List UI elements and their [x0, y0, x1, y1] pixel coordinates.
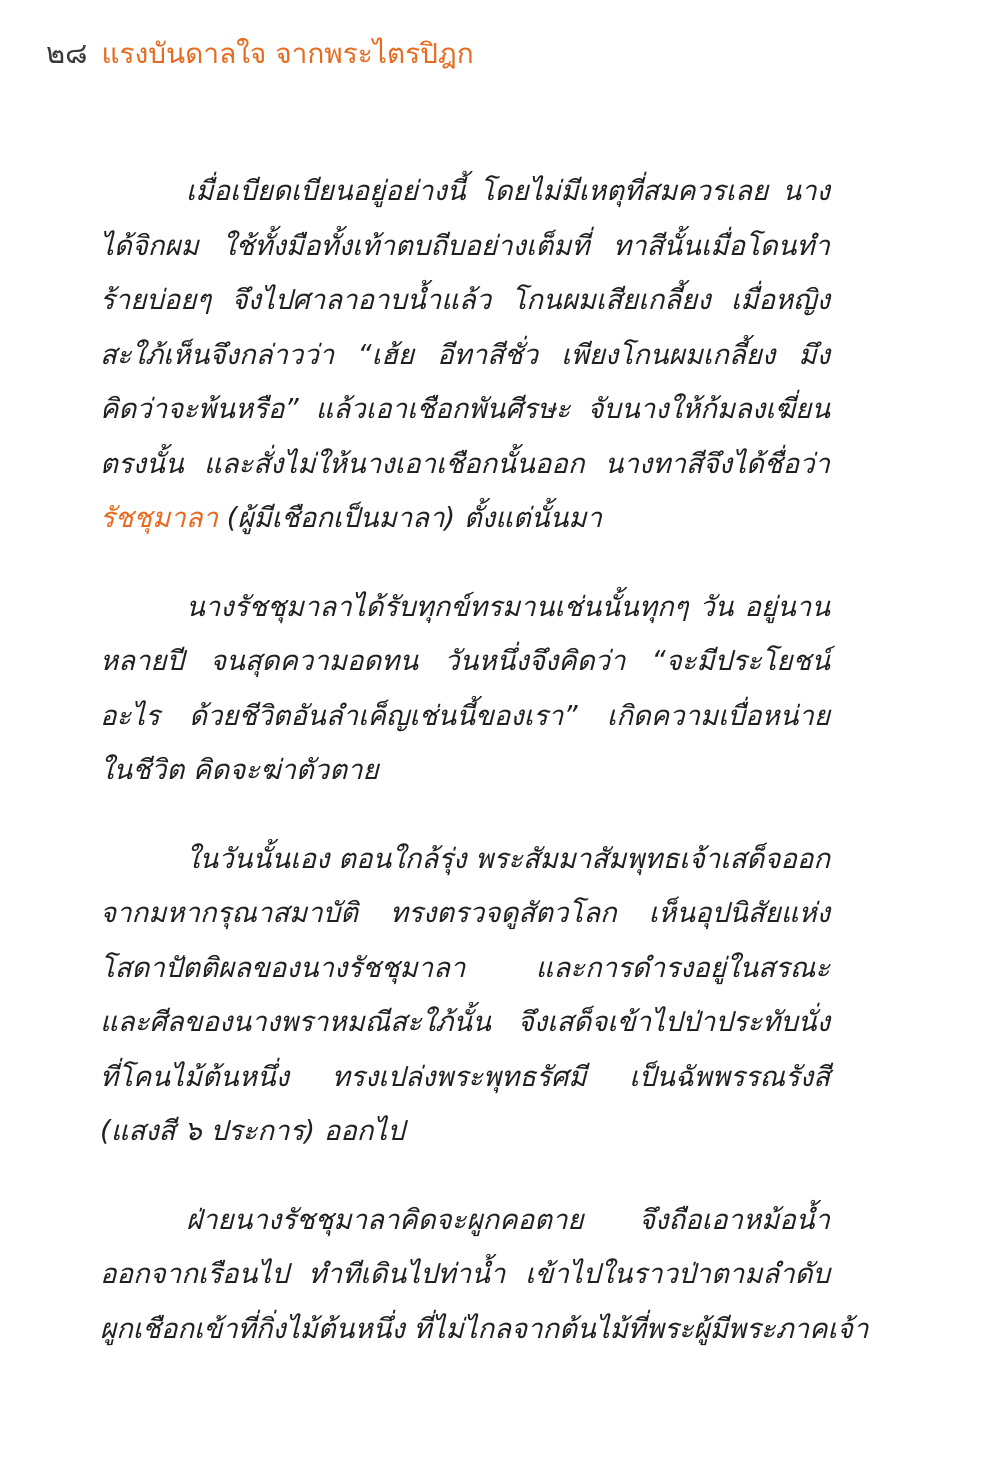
text-line: ตรงนั้น และสั่งไม่ให้นางเอาเชือกนั้นออก นางทาสีจึงได้ชื่อว่า: [100, 447, 830, 480]
text-line: และศีลของนางพราหมณีสะใภ้นั้น จึงเสด็จเข้าไปป่าประทับนั่ง: [100, 1006, 830, 1038]
text-line: เมื่อเบียดเบียนอยู่อย่างนี้ โดยไม่มีเหตุที่สมควรเลย นาง: [186, 175, 830, 207]
text-line: ผูกเชือกเข้าที่กิ่งไม้ต้นหนึ่ง ที่ไม่ไกลจากต้นไม้ที่พระผู้มีพระภาคเจ้า: [100, 1312, 869, 1345]
highlighted-name: รัชชุมาลา: [100, 502, 218, 534]
text-line: ได้จิกผม ใช้ทั้งมือทั้งเท้าตบถีบอย่างเต็มที่ ทาสีนั้นเมื่อโดนทำ: [100, 229, 830, 262]
body-text: [100, 164, 869, 1390]
text-line: ฝ่ายนางรัชชุมาลาคิดจะผูกคอตาย จึงถือเอาหม้อน้ำ: [186, 1203, 830, 1236]
page-header: [46, 30, 474, 76]
text-line: สะใภ้เห็นจึงกล่าวว่า “เฮ้ย อีทาสีชั่ว เพียงโกนผมเกลี้ยง มึง: [100, 338, 830, 371]
page-number: ๒๘: [46, 36, 88, 70]
text-line: นางรัชชุมาลาได้รับทุกข์ทรมานเช่นนั้นทุกๆ วัน อยู่นาน: [186, 590, 830, 623]
paragraph-2: [100, 580, 830, 798]
text-line-last: [100, 491, 830, 546]
text-line: ร้ายบ่อยๆ จึงไปศาลาอาบน้ำแล้ว โกนผมเสียเกลี้ยง เมื่อหญิง: [100, 284, 830, 316]
text-line: หลายปี จนสุดความอดทน วันหนึ่งจึงคิดว่า “จะมีประโยชน์: [100, 645, 830, 677]
text-line: อะไร ด้วยชีวิตอันลำเค็ญเช่นนี้ของเรา” เกิดความเบื่อหน่าย: [100, 699, 830, 732]
text-line: (แสงสี ๖ ประการ) ออกไป: [100, 1115, 405, 1147]
text-line: ในชีวิต คิดจะฆ่าตัวตาย: [100, 754, 379, 786]
text-line: โสดาปัตติผลของนางรัชชุมาลา และการดำรงอยู่ในสรณะ: [100, 951, 830, 984]
paragraph-3: [100, 832, 830, 1159]
book-title: แรงบันดาลใจ จากพระไตรปิฎก: [101, 37, 474, 70]
paragraph-4: [100, 1193, 869, 1357]
text-line: จากมหากรุณาสมาบัติ ทรงตรวจดูสัตวโลก เห็นอุปนิสัยแห่ง: [100, 897, 830, 929]
paragraph-1: [100, 164, 830, 546]
text-line: ที่โคนไม้ต้นหนึ่ง ทรงเปล่งพระพุทธรัศมี เป็นฉัพพรรณรังสี: [100, 1060, 830, 1093]
text-line: ในวันนั้นเอง ตอนใกล้รุ่ง พระสัมมาสัมพุทธเจ้าเสด็จออก: [186, 842, 831, 875]
text-line: คิดว่าจะพ้นหรือ” แล้วเอาเชือกพันศีรษะ จับนางให้ก้มลงเฆี่ยน: [100, 393, 830, 425]
text-line-rest: (ผู้มีเชือกเป็นมาลา) ตั้งแต่นั้นมา: [217, 502, 602, 534]
text-line: ออกจากเรือนไป ทำทีเดินไปท่าน้ำ เข้าไปในราวป่าตามลำดับ: [100, 1258, 830, 1290]
